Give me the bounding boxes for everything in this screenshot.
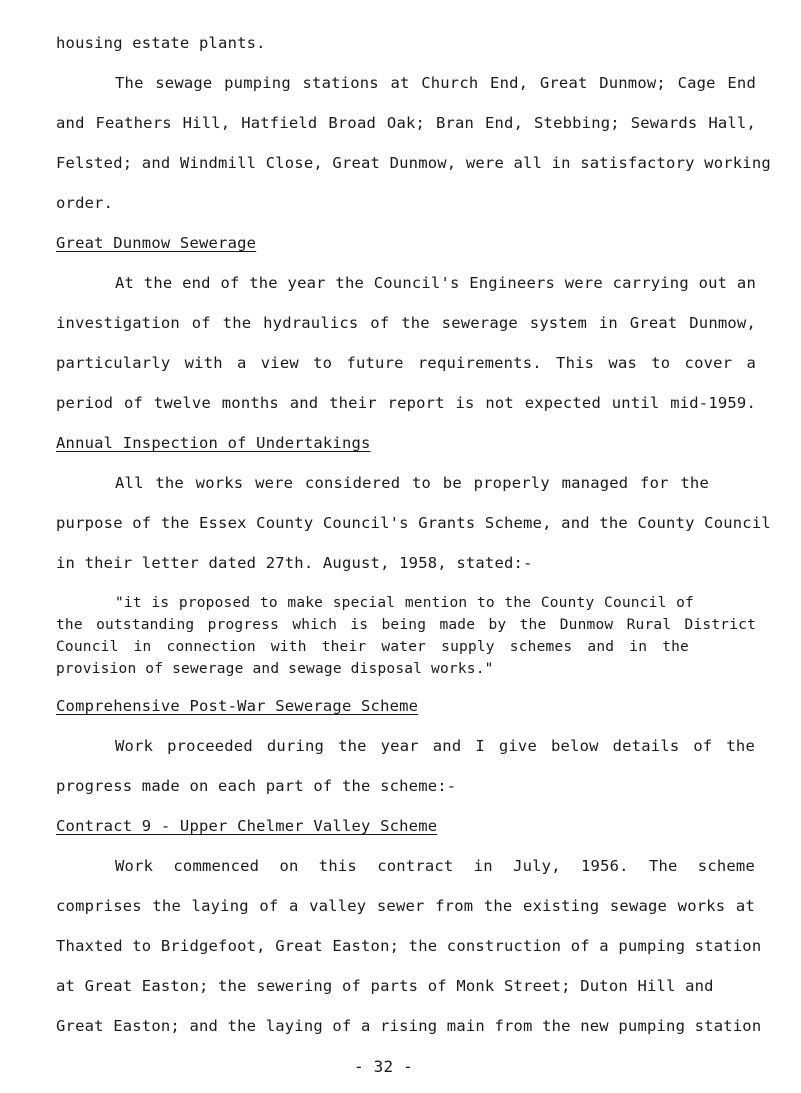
- text-line: progress made on each part of the scheme:-: [56, 777, 457, 795]
- text-line: at Great Easton; the sewering of parts of Monk Street; Duton Hill and: [56, 977, 714, 995]
- text-line: and Feathers Hill, Hatfield Broad Oak; Bran End, Stebbing; Sewards Hall,: [56, 114, 756, 132]
- quote-line: Council in connection with their water supply schemes and in the: [56, 639, 689, 655]
- text-line: housing estate plants.: [56, 34, 266, 52]
- text-line: At the end of the year the Council's Engineers were carrying out an: [115, 274, 756, 292]
- text-line: The sewage pumping stations at Church End, Great Dunmow; Cage End: [115, 74, 756, 92]
- text-line: order.: [56, 194, 114, 212]
- text-line: purpose of the Essex County Council's Grants Scheme, and the County Council: [56, 514, 771, 532]
- text-line: All the works were considered to be properly managed for the: [115, 474, 709, 492]
- text-line: particularly with a view to future requirements. This was to cover a: [56, 354, 756, 372]
- text-line: comprises the laying of a valley sewer from the existing sewage works at: [56, 897, 755, 915]
- text-line: in their letter dated 27th. August, 1958, stated:-: [56, 554, 533, 572]
- section-heading: Great Dunmow Sewerage: [56, 234, 257, 252]
- text-line: Thaxted to Bridgefoot, Great Easton; the construction of a pumping station: [56, 937, 762, 955]
- text-line: Felsted; and Windmill Close, Great Dunmow, were all in satisfactory working: [56, 154, 771, 172]
- quote-line: the outstanding progress which is being made by the Dunmow Rural District: [56, 617, 756, 633]
- text-line: period of twelve months and their report is not expected until mid-1959.: [56, 394, 756, 412]
- quote-line: provision of sewerage and sewage disposal works.": [56, 661, 494, 677]
- text-line: Great Easton; and the laying of a rising main from the new pumping station: [56, 1017, 762, 1035]
- text-line: Work commenced on this contract in July, 1956. The scheme: [115, 857, 755, 875]
- page-number: - 32 -: [354, 1057, 413, 1076]
- text-line: investigation of the hydraulics of the sewerage system in Great Dunmow,: [56, 314, 756, 332]
- section-heading: Contract 9 - Upper Chelmer Valley Scheme: [56, 817, 438, 835]
- text-line: Work proceeded during the year and I give below details of the: [115, 737, 755, 755]
- section-heading: Comprehensive Post-War Sewerage Scheme: [56, 697, 419, 715]
- section-heading: Annual Inspection of Undertakings: [56, 434, 371, 452]
- quote-line: "it is proposed to make special mention to the County Council of: [115, 595, 694, 611]
